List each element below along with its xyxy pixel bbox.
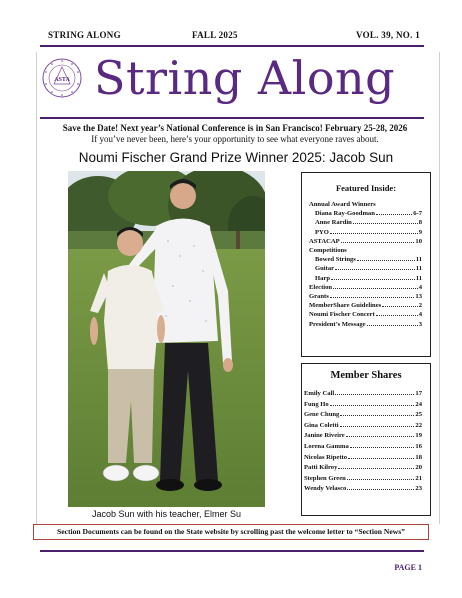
toc-entry [304, 442, 422, 453]
toc-entry-page: 21 [415, 474, 422, 482]
toc-entry [309, 246, 422, 255]
masthead-title: String Along [94, 51, 396, 105]
toc-entry [304, 463, 422, 474]
toc-entry-label: Harp [315, 274, 331, 282]
logo-text: ASTA [54, 77, 70, 83]
toc-leader-dots [357, 260, 415, 261]
toc-entry-label: Grants [309, 293, 329, 301]
toc-leader-dots [367, 325, 418, 326]
toc-entry-page: 16 [415, 442, 422, 450]
masthead-rule [40, 117, 424, 119]
toc-entry-label: Election [309, 283, 333, 291]
toc-leader-dots [350, 447, 415, 448]
toc-entry-label: Nicolas Ripetto [304, 453, 348, 461]
footer-rule [40, 550, 424, 552]
toc-entry-label: Emily Call [304, 390, 335, 397]
toc-entry-page: 24 [415, 400, 422, 408]
toc-entry-page: 4 [418, 283, 422, 291]
toc-leader-dots [376, 315, 418, 316]
toc-leader-dots [348, 458, 414, 459]
featured-inside-box [301, 172, 431, 357]
toc-entry-page: 25 [415, 411, 422, 419]
toc-entry [309, 310, 422, 319]
toc-entry-label: Patti Kilroy [304, 464, 338, 472]
header-rule [40, 45, 424, 47]
toc-entry [304, 389, 422, 400]
page-number: PAGE 1 [394, 563, 422, 572]
toc-entry-label: Gene Chung [304, 411, 340, 419]
toc-entry-label: Anne Rardin [315, 219, 352, 227]
toc-entry [309, 320, 422, 329]
toc-entry-page: 6-7 [413, 210, 422, 218]
toc-leader-dots [340, 426, 415, 427]
toc-entry [309, 264, 422, 273]
toc-leader-dots [346, 436, 415, 437]
toc-entry [309, 228, 422, 237]
toc-entry [304, 484, 422, 495]
toc-leader-dots [331, 279, 415, 280]
photo-caption: Jacob Sun with his teacher, Elmer Su [91, 509, 242, 519]
toc-entry-label: Gina Coletti [304, 421, 339, 429]
toc-entry-label: Wendy Velasco [304, 485, 347, 493]
toc-entry [309, 209, 422, 218]
toc-entry [309, 283, 422, 292]
toc-leader-dots [341, 242, 415, 243]
lead-headline: Noumi Fischer Grand Prize Winner 2025: Jacob Sun [78, 150, 394, 165]
toc-entry [309, 292, 422, 301]
toc-leader-dots [330, 405, 415, 406]
toc-leader-dots [353, 223, 418, 224]
toc-entry [304, 421, 422, 432]
member-shares-box [301, 363, 431, 516]
toc-entry-label: Diana Ray-Goodman [315, 210, 375, 218]
toc-entry-page: 17 [415, 390, 422, 397]
toc-entry-label: ASTACAP [309, 237, 340, 245]
toc-leader-dots [376, 214, 412, 215]
toc-leader-dots [333, 288, 418, 289]
toc-leader-dots [330, 233, 418, 234]
running-header [44, 30, 420, 44]
toc-entry-label: Annual Award Winners [309, 201, 376, 208]
toc-leader-dots [338, 468, 414, 469]
toc-leader-dots [330, 297, 415, 298]
toc-entry [309, 274, 422, 283]
toc-entry [304, 400, 422, 411]
toc-entry [309, 237, 422, 246]
toc-entry-label: President’s Message [309, 320, 366, 328]
toc-entry-label: Noumi Fischer Concert [309, 311, 375, 319]
toc-entry-page: 20 [415, 464, 422, 472]
toc-entry [304, 474, 422, 485]
toc-entry-page: 13 [415, 293, 422, 301]
featured-inside-list [309, 200, 422, 329]
toc-entry-label: Fung Ho [304, 400, 329, 408]
header-volume: VOL. 39, NO. 1 [355, 30, 420, 40]
toc-entry [304, 431, 422, 442]
toc-entry-page: 11 [415, 274, 422, 282]
toc-entry-label: Bowed Strings [315, 256, 356, 264]
toc-entry-page: 22 [415, 421, 422, 429]
asta-logo [42, 58, 82, 98]
toc-leader-dots [347, 479, 415, 480]
toc-entry-page: 4 [418, 311, 422, 319]
toc-entry [304, 410, 422, 421]
toc-entry [309, 200, 422, 209]
featured-inside-title: Featured Inside: [335, 183, 397, 193]
toc-leader-dots [335, 269, 415, 270]
toc-entry-label: MemberShare Guidelines [309, 302, 382, 310]
winner-photo [68, 171, 265, 507]
toc-entry [309, 255, 422, 264]
header-issue-season: FALL 2025 [192, 30, 238, 40]
toc-entry-page: 10 [415, 237, 422, 245]
toc-entry-page: 2 [418, 302, 422, 310]
header-publication: STRING ALONG [48, 30, 121, 40]
toc-entry [309, 218, 422, 227]
toc-entry-label: Competitions [309, 247, 347, 255]
toc-entry-label: Stephen Green [304, 474, 346, 482]
toc-entry-page: 18 [415, 453, 422, 461]
toc-entry-label: Guitar [315, 265, 335, 273]
toc-leader-dots [382, 306, 417, 307]
toc-entry-page: 23 [415, 485, 422, 493]
toc-entry-page: 8 [418, 219, 422, 227]
toc-entry-page: 19 [415, 432, 422, 440]
toc-entry-label: Lorena Gamma [304, 442, 349, 450]
toc-entry [304, 453, 422, 464]
conference-subtext: If you’ve never been, here’s your opportunity to see what everyone raves about. [91, 134, 379, 144]
section-documents-notice: Section Documents can be found on the State website by scrolling past the welcome letter to “Section News” [33, 524, 429, 540]
toc-entry-page: 11 [415, 256, 422, 264]
conference-announcement: Save the Date! Next year’s National Conference is in San Francisco! February 25-28, 2026 [62, 123, 408, 133]
toc-entry-page: 3 [418, 320, 422, 328]
toc-entry-page: 9 [418, 228, 422, 236]
member-shares-title: Member Shares [330, 370, 402, 381]
toc-leader-dots [340, 415, 414, 416]
toc-leader-dots [335, 394, 414, 395]
member-shares-list [304, 389, 422, 495]
toc-entry-label: PYO [315, 228, 329, 236]
toc-entry [309, 301, 422, 310]
toc-leader-dots [347, 489, 414, 490]
toc-entry-label: Janine Riveire [304, 432, 345, 440]
toc-entry-page: 11 [415, 265, 422, 273]
